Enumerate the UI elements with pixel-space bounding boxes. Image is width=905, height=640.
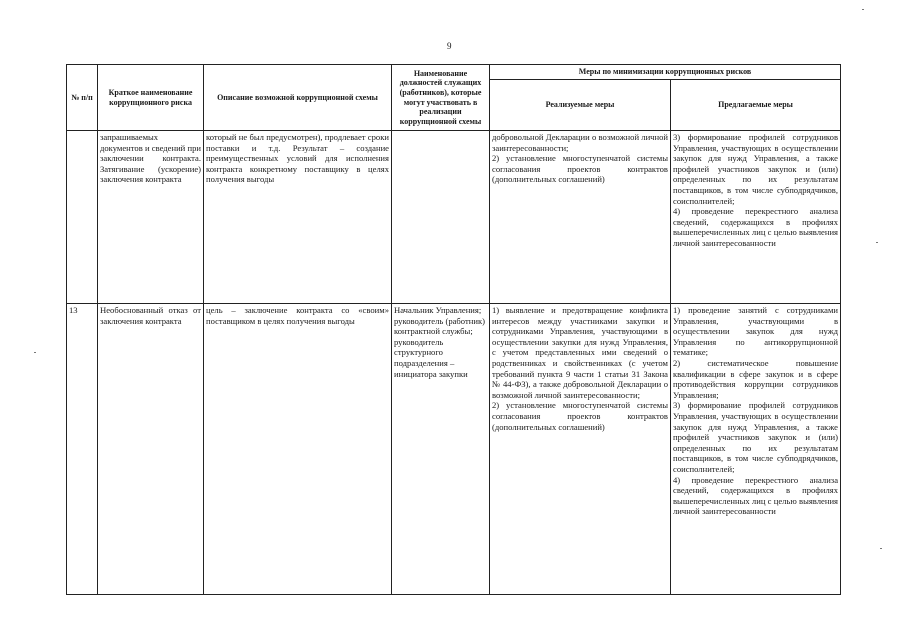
scan-speck: [862, 9, 864, 10]
risk-name: Необоснованный отказ от заключения контракта: [98, 304, 204, 595]
measure-item: добровольной Декларации о возможной личной заинтересованности;: [492, 132, 668, 153]
header-number: № п/п: [67, 65, 98, 131]
measure-item: 4) проведение перекрестного анализа сведений, содержащихся в профилях вышеперечисленных лиц с целью выявления личной заинтересованности: [673, 474, 839, 517]
positions: Начальник Управления; руководитель (работник) контрактной службы; руководитель структурного подразделения – инициатора закупки: [392, 304, 490, 595]
scheme-description: который не был предусмотрен), продлевает сроки поставки и т.д. Результат – создание преимущественных условий для исполнения контракта конкретному поставщику в целях получения выгоды: [204, 131, 392, 304]
scan-speck: [34, 352, 36, 353]
risk-name: запрашиваемых документов и сведений при заключении контракта. Затягивание (ускорение) заключения контракта: [98, 131, 204, 304]
row-number: 13: [67, 304, 98, 595]
scan-speck: [880, 548, 882, 549]
positions: [392, 131, 490, 304]
header-proposed: Предлагаемые меры: [671, 80, 841, 131]
measure-item: 1) проведение занятий с сотрудниками Управления, участвующими в осуществлении закупок для нужд Управления по антикоррупционной тематике;: [673, 305, 839, 358]
measure-item: 2) установление многоступенчатой системы согласования проектов контрактов (дополнительных соглашений): [492, 400, 668, 432]
measure-item: 4) проведение перекрестного анализа сведений, содержащихся в профилях вышеперечисленных лиц с целью выявления личной заинтересованности: [673, 206, 839, 248]
measure-item: 2) установление многоступенчатой системы согласования проектов контрактов (дополнительных соглашений): [492, 153, 668, 185]
header-risk-name: Краткое наименование коррупционного риска: [98, 65, 204, 131]
table-row: [67, 304, 841, 595]
scheme-description: цель – заключение контракта со «своим» поставщиком в целях получения выгоды: [204, 304, 392, 595]
corruption-risk-table: [66, 64, 841, 595]
proposed-measures: [671, 304, 841, 595]
measure-item: 1) выявление и предотвращение конфликта интересов между участниками закупки и сотрудниками Управления, участвующими в осуществлении закупки для нужд Управления, с учетом представленных ими сведений о родственниках и свойственниках (с учетом требований пункта 9 части 1 статьи 31 Закона № 44-ФЗ), а также добровольной Декларации о возможной личной заинтересованности;: [492, 305, 668, 400]
header-implemented: Реализуемые меры: [490, 80, 671, 131]
implemented-measures: [490, 304, 671, 595]
row-number: [67, 131, 98, 304]
page-number: 9: [447, 41, 452, 51]
measure-item: 3) формирование профилей сотрудников Управления, участвующих в осуществлении закупок для нужд Управления, а также профилей участников закупок и (или) определенных по их результатам поставщиков, в том числе субподрядчиков, соисполнителей;: [673, 132, 839, 206]
header-scheme: Описание возможной коррупционной схемы: [204, 65, 392, 131]
measure-item: 3) формирование профилей сотрудников Управления, участвующих в осуществлении закупок для нужд Управления, а также профилей участников закупок и (или) определенных по их результатам поставщиков, в том числе субподрядчиков, соисполнителей;: [673, 400, 839, 474]
table-row: [67, 131, 841, 304]
scan-speck: [876, 242, 878, 243]
proposed-measures: [671, 131, 841, 304]
header-measures: Меры по минимизации коррупционных рисков: [490, 65, 841, 80]
measure-item: 2) систематическое повышение квалификации в сфере закупок и в сфере противодействия коррупции сотрудников Управления;: [673, 357, 839, 400]
implemented-measures: [490, 131, 671, 304]
header-positions: Наименование должностей служащих (работников), которые могут участвовать в реализации коррупционной схемы: [392, 65, 490, 131]
